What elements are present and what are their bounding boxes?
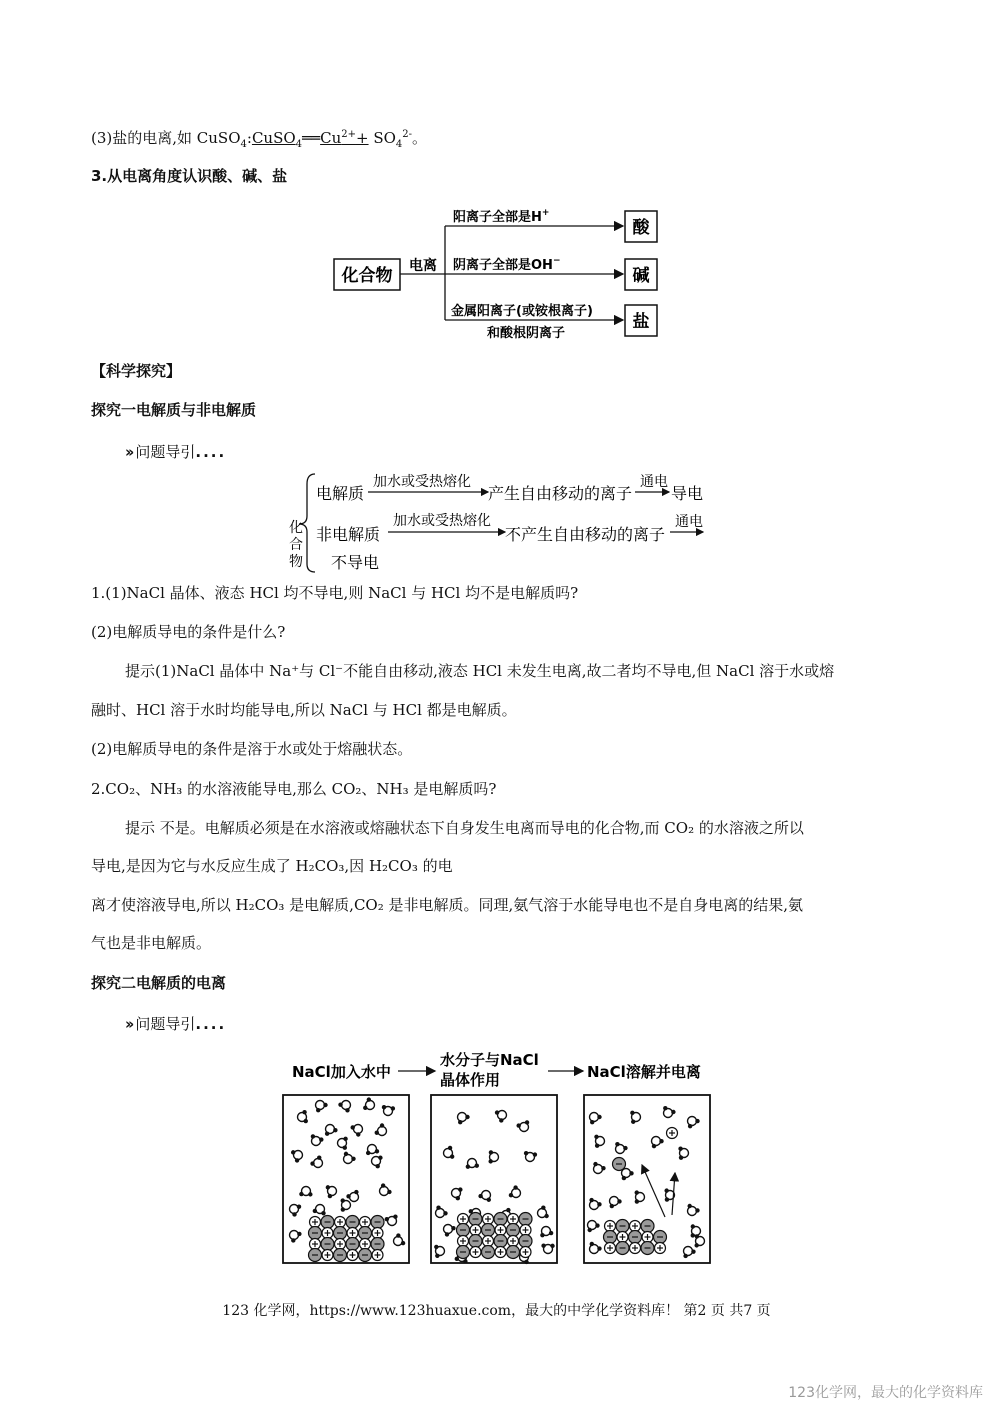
ionize-label: 电离 [409,258,437,274]
compound-v-3: 物 [289,554,303,570]
sodium-ion [667,1128,678,1139]
sodium-ion [495,1247,506,1258]
sodium-ion [372,1250,383,1261]
sodium-ion [642,1232,653,1243]
chloride-ion [371,1216,384,1229]
sodium-ion [655,1243,666,1254]
water-molecule [298,1110,308,1123]
salt-condition-1: 金属阳离子(或铵根离子) [451,304,593,319]
chloride-ion [482,1224,495,1237]
water-molecule [635,1190,645,1203]
water-molecule [458,1113,470,1125]
water-molecule [610,1197,622,1209]
chevron-icon: ›› [125,443,132,461]
water-molecule [478,1191,491,1202]
water-molecule [380,1183,392,1195]
chloride-ion [321,1216,334,1229]
result-1: 产生自由移动的离子 [488,484,633,503]
chloride-ion [457,1224,470,1237]
chloride-ion [507,1224,520,1237]
chloride-ion [482,1246,495,1259]
chloride-ion [321,1238,334,1251]
water-molecule [444,1146,455,1159]
chloride-ion [519,1213,532,1226]
sodium-ion [470,1225,481,1236]
water-molecule [694,1234,704,1247]
sodium-ion [508,1214,519,1225]
no-conduct-label: 不导电 [331,553,380,572]
chloride-ion [371,1238,384,1251]
water-molecule [313,1205,326,1216]
chloride-ion [469,1213,482,1226]
water-molecule [290,1205,302,1217]
hint-1-line-3: (2)电解质导电的条件是溶于水或处于熔融状态。 [91,740,413,758]
question-1b: (2)电解质导电的条件是什么? [91,623,286,641]
water-molecule [338,1137,348,1150]
water-molecule [516,1120,529,1131]
nacl-dissolution-diagram [280,1045,720,1270]
chloride-ion [457,1246,470,1259]
chloride-ion [309,1227,322,1240]
water-molecule [687,1204,699,1216]
hint-2-line-2: 导电,是因为它与水反应生成了 H₂CO₃,因 H₂CO₃ 的电 [91,857,453,875]
ion-release-arrow [642,1165,665,1217]
base-label: 碱 [632,266,650,286]
chloride-ion [641,1220,654,1233]
salt-ionization-line: (3)盐的电离,如 $CuSO_4:CuSO_4══Cu^{2+}+ SO_4^{2-}$。 [91,129,428,150]
water-molecule [444,1225,456,1237]
water-molecule [346,1190,358,1202]
watermark: 123化学网，最大的化学资料库 [788,1385,983,1401]
chloride-ion [359,1227,372,1240]
compound-v-1: 化 [289,520,303,536]
sodium-ion [520,1247,531,1258]
water-molecule [488,1150,498,1163]
sodium-ion [372,1228,383,1239]
sodium-ion [520,1225,531,1236]
chloride-ion [629,1231,642,1244]
water-molecule [363,1097,374,1110]
hint-1-line-2: 融时、HCl 溶于水时均能导电,所以 NaCl 与 HCl 都是电解质。 [91,701,517,719]
chloride-ion [654,1231,667,1244]
nonelectrolyte-label: 非电解质 [316,525,381,544]
water-molecule [382,1105,395,1115]
water-molecule [351,1125,363,1137]
water-molecule [394,1233,406,1245]
sodium-ion [322,1228,333,1239]
chloride-ion [309,1249,322,1262]
question-1a: 1.(1)NaCl 晶体、液态 HCl 均不导电,则 NaCl 与 HCl 均不是电解质吗? [91,584,579,602]
water-molecule [538,1205,549,1218]
sodium-ion [605,1221,616,1232]
beaker-2 [431,1095,557,1263]
acid-condition: 阳离子全部是H+ [453,208,550,225]
water-molecule [541,1244,554,1254]
water-molecule [630,1111,640,1124]
science-inquiry-header: 【科学探究】 [91,362,182,380]
chloride-ion [604,1231,617,1244]
water-molecule [589,1198,601,1210]
hint-2-line-1: 提示 不是。电解质必须是在水溶液或熔融状态下自身发生电离而导电的化合物,而 CO₂ 的水溶液之所以 [125,819,804,837]
inquiry-2-title: 探究二电解质的电离 [91,974,227,992]
water-molecule [310,1155,322,1167]
chloride-ion [469,1235,482,1248]
water-molecule [652,1137,664,1149]
condition-2: 加水或受热熔化 [393,513,491,529]
step-2-label-b: 晶体作用 [440,1071,501,1089]
chloride-ion [641,1242,654,1255]
sodium-ion [470,1247,481,1258]
water-molecule [375,1123,387,1135]
sodium-ion [347,1250,358,1261]
hint-2-line-3: 离才使溶液导电,所以 H₂CO₃ 是电解质,CO₂ 是非电解质。同理,氨气溶于水能导电也不是自身电离的结果,氨 [91,896,804,914]
hint-1-line-1: 提示(1)NaCl 晶体中 Na⁺与 Cl⁻不能自由移动,液态 HCl 未发生电离,故二者均不导电,但 NaCl 溶于水或熔 [125,662,835,680]
water-molecule [590,1113,602,1125]
sodium-ion [347,1228,358,1239]
result-2: 不产生自由移动的离子 [505,525,666,544]
water-molecule [540,1227,553,1238]
water-molecule [325,1125,338,1136]
chloride-ion [507,1246,520,1259]
water-molecule [594,1135,604,1148]
chloride-ion [346,1216,359,1229]
sodium-ion [335,1217,346,1228]
power-1: 通电 [640,474,668,490]
water-molecule [344,1152,356,1164]
salt-label: 盐 [632,312,650,332]
water-molecule [290,1231,302,1243]
chloride-ion [346,1238,359,1251]
water-molecule [678,1146,688,1159]
water-molecule [524,1151,537,1162]
water-molecule [683,1247,695,1259]
sodium-ion [605,1243,616,1254]
chloride-ion [334,1249,347,1262]
chloride-ion [494,1213,507,1226]
water-molecule [341,1198,351,1211]
chloride-ion [359,1249,372,1262]
sodium-ion [630,1221,641,1232]
water-molecule [316,1101,328,1113]
sodium-ion [458,1214,469,1225]
chloride-ion [616,1220,629,1233]
water-molecule [590,1242,602,1254]
salt-condition-2: 和酸根阴离子 [487,326,566,341]
condition-1: 加水或受热熔化 [373,474,471,490]
question-guide-2: ›› 问题导引.... [125,1015,227,1033]
conduct-label: 导电 [671,484,704,503]
water-molecule [436,1206,448,1218]
sodium-ion [360,1217,371,1228]
water-molecule [663,1106,676,1117]
page-footer: 123 化学网，https://www.123huaxue.com，最大的中学化学资料库！ 第2 页 共7 页 [222,1303,771,1319]
step-2-label-a: 水分子与NaCl [440,1051,539,1069]
sodium-ion [360,1239,371,1250]
base-condition: 阴离子全部是OH− [453,256,561,273]
inquiry-1-title: 探究一电解质与非电解质 [91,401,257,419]
water-molecule [509,1185,521,1197]
compound-label: 化合物 [341,266,393,286]
step-3-label: NaCl溶解并电离 [587,1063,701,1081]
sodium-ion [617,1232,628,1243]
water-molecule [372,1156,383,1169]
acid-label: 酸 [632,218,650,238]
water-molecule [688,1117,700,1129]
chevron-icon: ›› [125,1015,132,1033]
water-molecule [366,1145,379,1156]
sodium-ion [483,1236,494,1247]
question-2: 2.CO₂、NH₃ 的水溶液能导电,那么 CO₂、NH₃ 是电解质吗? [91,780,497,798]
water-molecule [338,1101,350,1113]
water-molecule [299,1187,312,1197]
water-molecule [385,1214,398,1225]
question-guide-1: ›› 问题导引.... [125,443,227,461]
water-molecule [495,1110,507,1122]
chloride-ion [613,1158,626,1171]
sodium-ion [310,1239,321,1250]
water-molecule [466,1159,479,1169]
sodium-ion [310,1217,321,1228]
sodium-ion [483,1214,494,1225]
water-molecule [311,1134,324,1145]
water-molecule [588,1221,600,1233]
section-3-title: 3.从电离角度认识酸、碱、盐 [91,167,288,185]
compound-v-2: 合 [289,537,303,553]
power-2: 通电 [675,514,703,530]
chloride-ion [334,1227,347,1240]
water-molecule [326,1185,337,1198]
water-molecule [434,1245,444,1258]
water-molecule [622,1169,634,1181]
sodium-ion [508,1236,519,1247]
sodium-ion [630,1243,641,1254]
water-molecule [452,1187,463,1200]
water-molecule [615,1142,627,1154]
classification-diagram [325,200,670,345]
sodium-ion [322,1250,333,1261]
sodium-ion [495,1225,506,1236]
chloride-ion [494,1235,507,1248]
electrolyte-diagram [285,468,715,576]
water-molecule [593,1162,605,1174]
hint-2-line-4: 气也是非电解质。 [91,934,212,952]
chloride-ion [519,1235,532,1248]
sodium-ion [458,1236,469,1247]
chloride-ion [616,1242,629,1255]
step-1-label: NaCl加入水中 [292,1063,391,1081]
water-molecule [291,1150,303,1162]
electrolyte-label: 电解质 [316,484,365,503]
sodium-ion [335,1239,346,1250]
